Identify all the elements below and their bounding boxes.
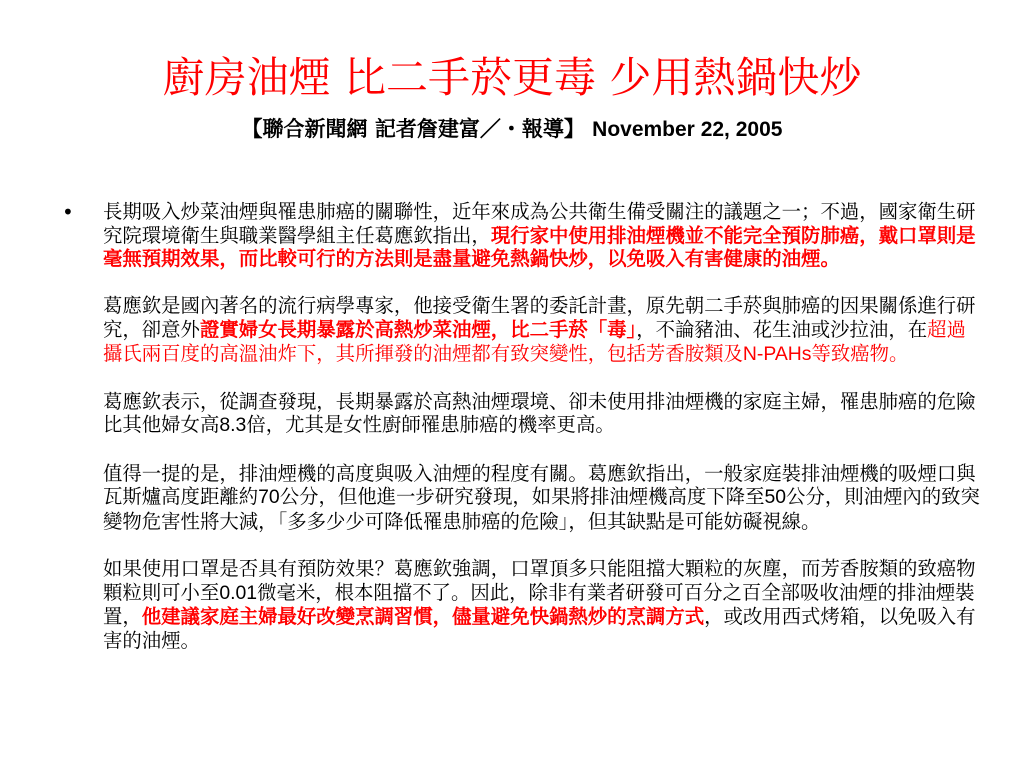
paragraph-text: 微毫米，根本阻擋不了。因此，除非有業者研發可百分之百全部吸收油煙的排油煙裝置，	[103, 580, 975, 629]
publish-date: November 22, 2005	[592, 118, 783, 141]
highlight-text: 等致癌物。	[811, 341, 909, 365]
slide-subtitle	[0, 114, 1024, 145]
bullet-icon: •	[62, 200, 74, 224]
article-content	[103, 200, 980, 676]
paragraph-1	[103, 200, 980, 271]
paragraph-text: 葛應欽表示，從調查發現，長期暴露於高熱油煙環境、卻未使用排油煙機的家庭主婦，罹患肺癌的危險比其他婦女高	[103, 389, 976, 437]
highlight-text: 證實婦女長期暴露於高熱炒菜油煙，比二手菸「毒」	[199, 317, 637, 341]
statistic-value: 70	[258, 486, 280, 509]
paragraph-text: ，或改用西式烤箱，以免吸入有害的油煙。	[103, 605, 976, 652]
paragraph-text: 值得一提的是，排油煙機的高度與吸入油煙的程度有關。葛應欽指出，一般家庭裝排油煙機的吸煙口與瓦斯爐高度距離約	[103, 461, 976, 509]
paragraph-text: 公分，但他進一步研究發現，如果將排油煙機高度下降至	[279, 485, 765, 509]
byline: 【聯合新聞網 記者詹建富／・報導】	[241, 117, 585, 141]
paragraph-text: 公分，則油煙內的致突變物危害性將大減，「多多少少可降低罹患肺癌的危險」，但其缺點是可能妨礙視線。	[103, 485, 980, 533]
paragraph-3	[103, 390, 980, 438]
highlight-text: 他建議家庭主婦最好改變烹調習慣，儘量避免快鍋熱炒的烹調方式	[141, 605, 705, 629]
paragraph-text: 如果使用口罩是否具有預防效果？葛應欽強調，口罩頂多只能阻擋大顆粒的灰塵，而芳香胺類的致癌物顆粒則可小至	[103, 556, 976, 604]
paragraph-2	[103, 294, 980, 366]
paragraph-4	[103, 462, 980, 534]
paragraph-text: 長期吸入炒菜油煙與罹患肺癌的關聯性，近年來成為公共衛生備受關注的議題之一；不過，國家衛生研究院環境衛生與職業醫學組主任葛應欽指出，	[103, 200, 976, 247]
paragraph-text: ，不論豬油、花生油或沙拉油，在	[636, 317, 928, 341]
paragraph-text: 葛應欽是國內著名的流行病學專家，他接受衛生署的委託計畫，原先朝二手菸與肺癌的因果關係進行研究，卻意外	[103, 294, 976, 341]
statistic-value: 50	[764, 486, 787, 509]
slide-title: 廚房油煙 比二手菸更毒 少用熱鍋快炒	[162, 53, 862, 102]
highlight-text: N-PAHs	[742, 342, 812, 365]
highlight-text: 現行家中使用排油煙機並不能完全預防肺癌，戴口罩則是毫無預期效果，而比較可行的方法則是盡量避免熱鍋快炒，以免吸入有害健康的油煙。	[103, 223, 976, 271]
paragraph-text: 倍，尤其是女性廚師罹患肺癌的機率更高。	[246, 413, 615, 437]
statistic-value: 0.01	[219, 581, 258, 604]
paragraph-5	[103, 557, 980, 652]
statistic-value: 8.3	[219, 414, 247, 437]
highlight-text: 超過攝氏兩百度的高溫油炸下，其所揮發的油煙都有致突變性，包括芳香胺類及	[103, 317, 966, 365]
